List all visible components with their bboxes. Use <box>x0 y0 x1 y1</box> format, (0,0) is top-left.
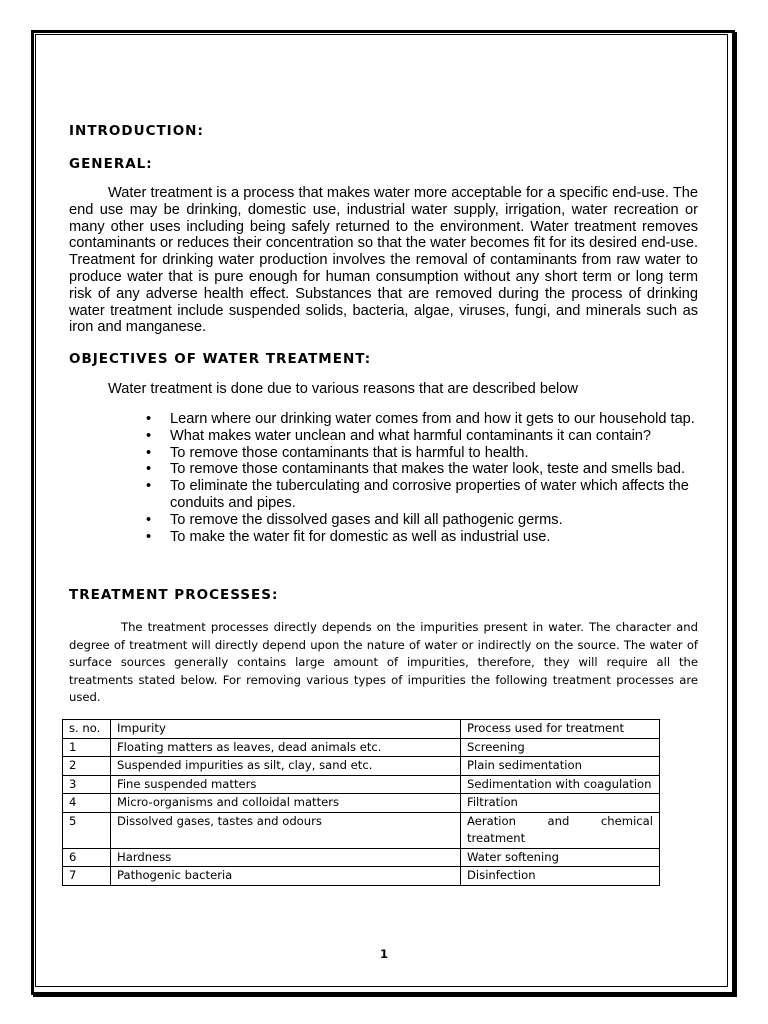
list-item: • To remove those contaminants that is harmful to health. <box>146 444 529 461</box>
heading-introduction: INTRODUCTION: <box>69 123 204 139</box>
table-header-cell: Impurity <box>111 720 461 739</box>
table-cell: 5 <box>63 812 111 848</box>
table-row <box>63 775 660 794</box>
table-cell: 7 <box>63 867 111 886</box>
list-item: • To eliminate the tuberculating and corrosive properties of water which affects the conduits and pipes. <box>146 478 689 511</box>
table-header-row <box>63 720 660 739</box>
treatment-table <box>62 719 660 886</box>
bullet-icon: • <box>146 427 152 444</box>
table-row <box>63 738 660 757</box>
table-cell: Plain sedimentation <box>461 757 660 776</box>
table-cell: Sedimentation with coagulation <box>461 775 660 794</box>
page-number: 1 <box>379 947 388 961</box>
objectives-intro: Water treatment is done due to various reasons that are described below <box>108 381 578 397</box>
table-row <box>63 757 660 776</box>
heading-objectives: OBJECTIVES OF WATER TREATMENT: <box>69 351 372 367</box>
heading-general: GENERAL: <box>69 156 153 172</box>
table-cell: Pathogenic bacteria <box>111 867 461 886</box>
bullet-icon: • <box>146 478 152 495</box>
objectives-list <box>146 411 700 545</box>
list-item: • To remove the dissolved gases and kill all pathogenic germs. <box>146 511 563 528</box>
processes-paragraph: The treatment processes directly depends on the impurities present in water. The character and degree of treatment will directly depend upon the nature of water or indirectly on the source. The water of surface sources generally contains large amount of impurities, therefore, they will require all the treatments stated below. For removing various types of impurities the following treatment processes are used. <box>69 620 698 705</box>
list-item: • Learn where our drinking water comes from and how it gets to our household tap. <box>146 411 695 427</box>
table-cell: Dissolved gases, tastes and odours <box>111 812 461 848</box>
table-cell: Fine suspended matters <box>111 775 461 794</box>
table-row <box>63 794 660 813</box>
table-row <box>63 812 660 848</box>
bullet-icon: • <box>146 528 152 545</box>
heading-processes: TREATMENT PROCESSES: <box>69 587 279 603</box>
bullet-icon: • <box>146 444 152 461</box>
table-cell: Disinfection <box>461 867 660 886</box>
table-cell: Screening <box>461 738 660 757</box>
table-cell: Hardness <box>111 848 461 867</box>
table-cell: Filtration <box>461 794 660 813</box>
table-cell: Floating matters as leaves, dead animals etc. <box>111 738 461 757</box>
table-cell: Aeration and chemical treatment <box>461 812 660 848</box>
table-cell: 2 <box>63 757 111 776</box>
table-header-cell: Process used for treatment <box>461 720 660 739</box>
list-item: • To make the water fit for domestic as well as industrial use. <box>146 528 551 545</box>
table-header-cell: s. no. <box>63 720 111 739</box>
table-row <box>63 867 660 886</box>
table-row <box>63 848 660 867</box>
list-item: • What makes water unclean and what harmful contaminants it can contain? <box>146 427 652 444</box>
bullet-icon: • <box>146 461 152 478</box>
table-cell: 4 <box>63 794 111 813</box>
table-cell: 1 <box>63 738 111 757</box>
general-paragraph: Water treatment is a process that makes water more acceptable for a specific end-use. The end use may be drinking, domestic use, industrial water supply, irrigation, water recreation or many other uses including being safely returned to the environment. Water treatment removes contaminants or reduces their concentration so that the water becomes fit for its desired end-use. Treatment for drinking water production involves the removal of contaminants from raw water to produce water that is pure enough for human consumption without any short term or long term risk of any adverse health effect. Substances that are removed during the process of drinking water treatment include suspended solids, bacteria, algae, viruses, fungi, and minerals such as iron and manganese. <box>69 185 698 336</box>
list-item: • To remove those contaminants that makes the water look, teste and smells bad. <box>146 461 686 478</box>
bullet-icon: • <box>146 411 152 427</box>
table-cell: Micro-organisms and colloidal matters <box>111 794 461 813</box>
table-cell: Suspended impurities as silt, clay, sand etc. <box>111 757 461 776</box>
bullet-icon: • <box>146 511 152 528</box>
table-cell: Water softening <box>461 848 660 867</box>
table-cell: 3 <box>63 775 111 794</box>
table-cell: 6 <box>63 848 111 867</box>
